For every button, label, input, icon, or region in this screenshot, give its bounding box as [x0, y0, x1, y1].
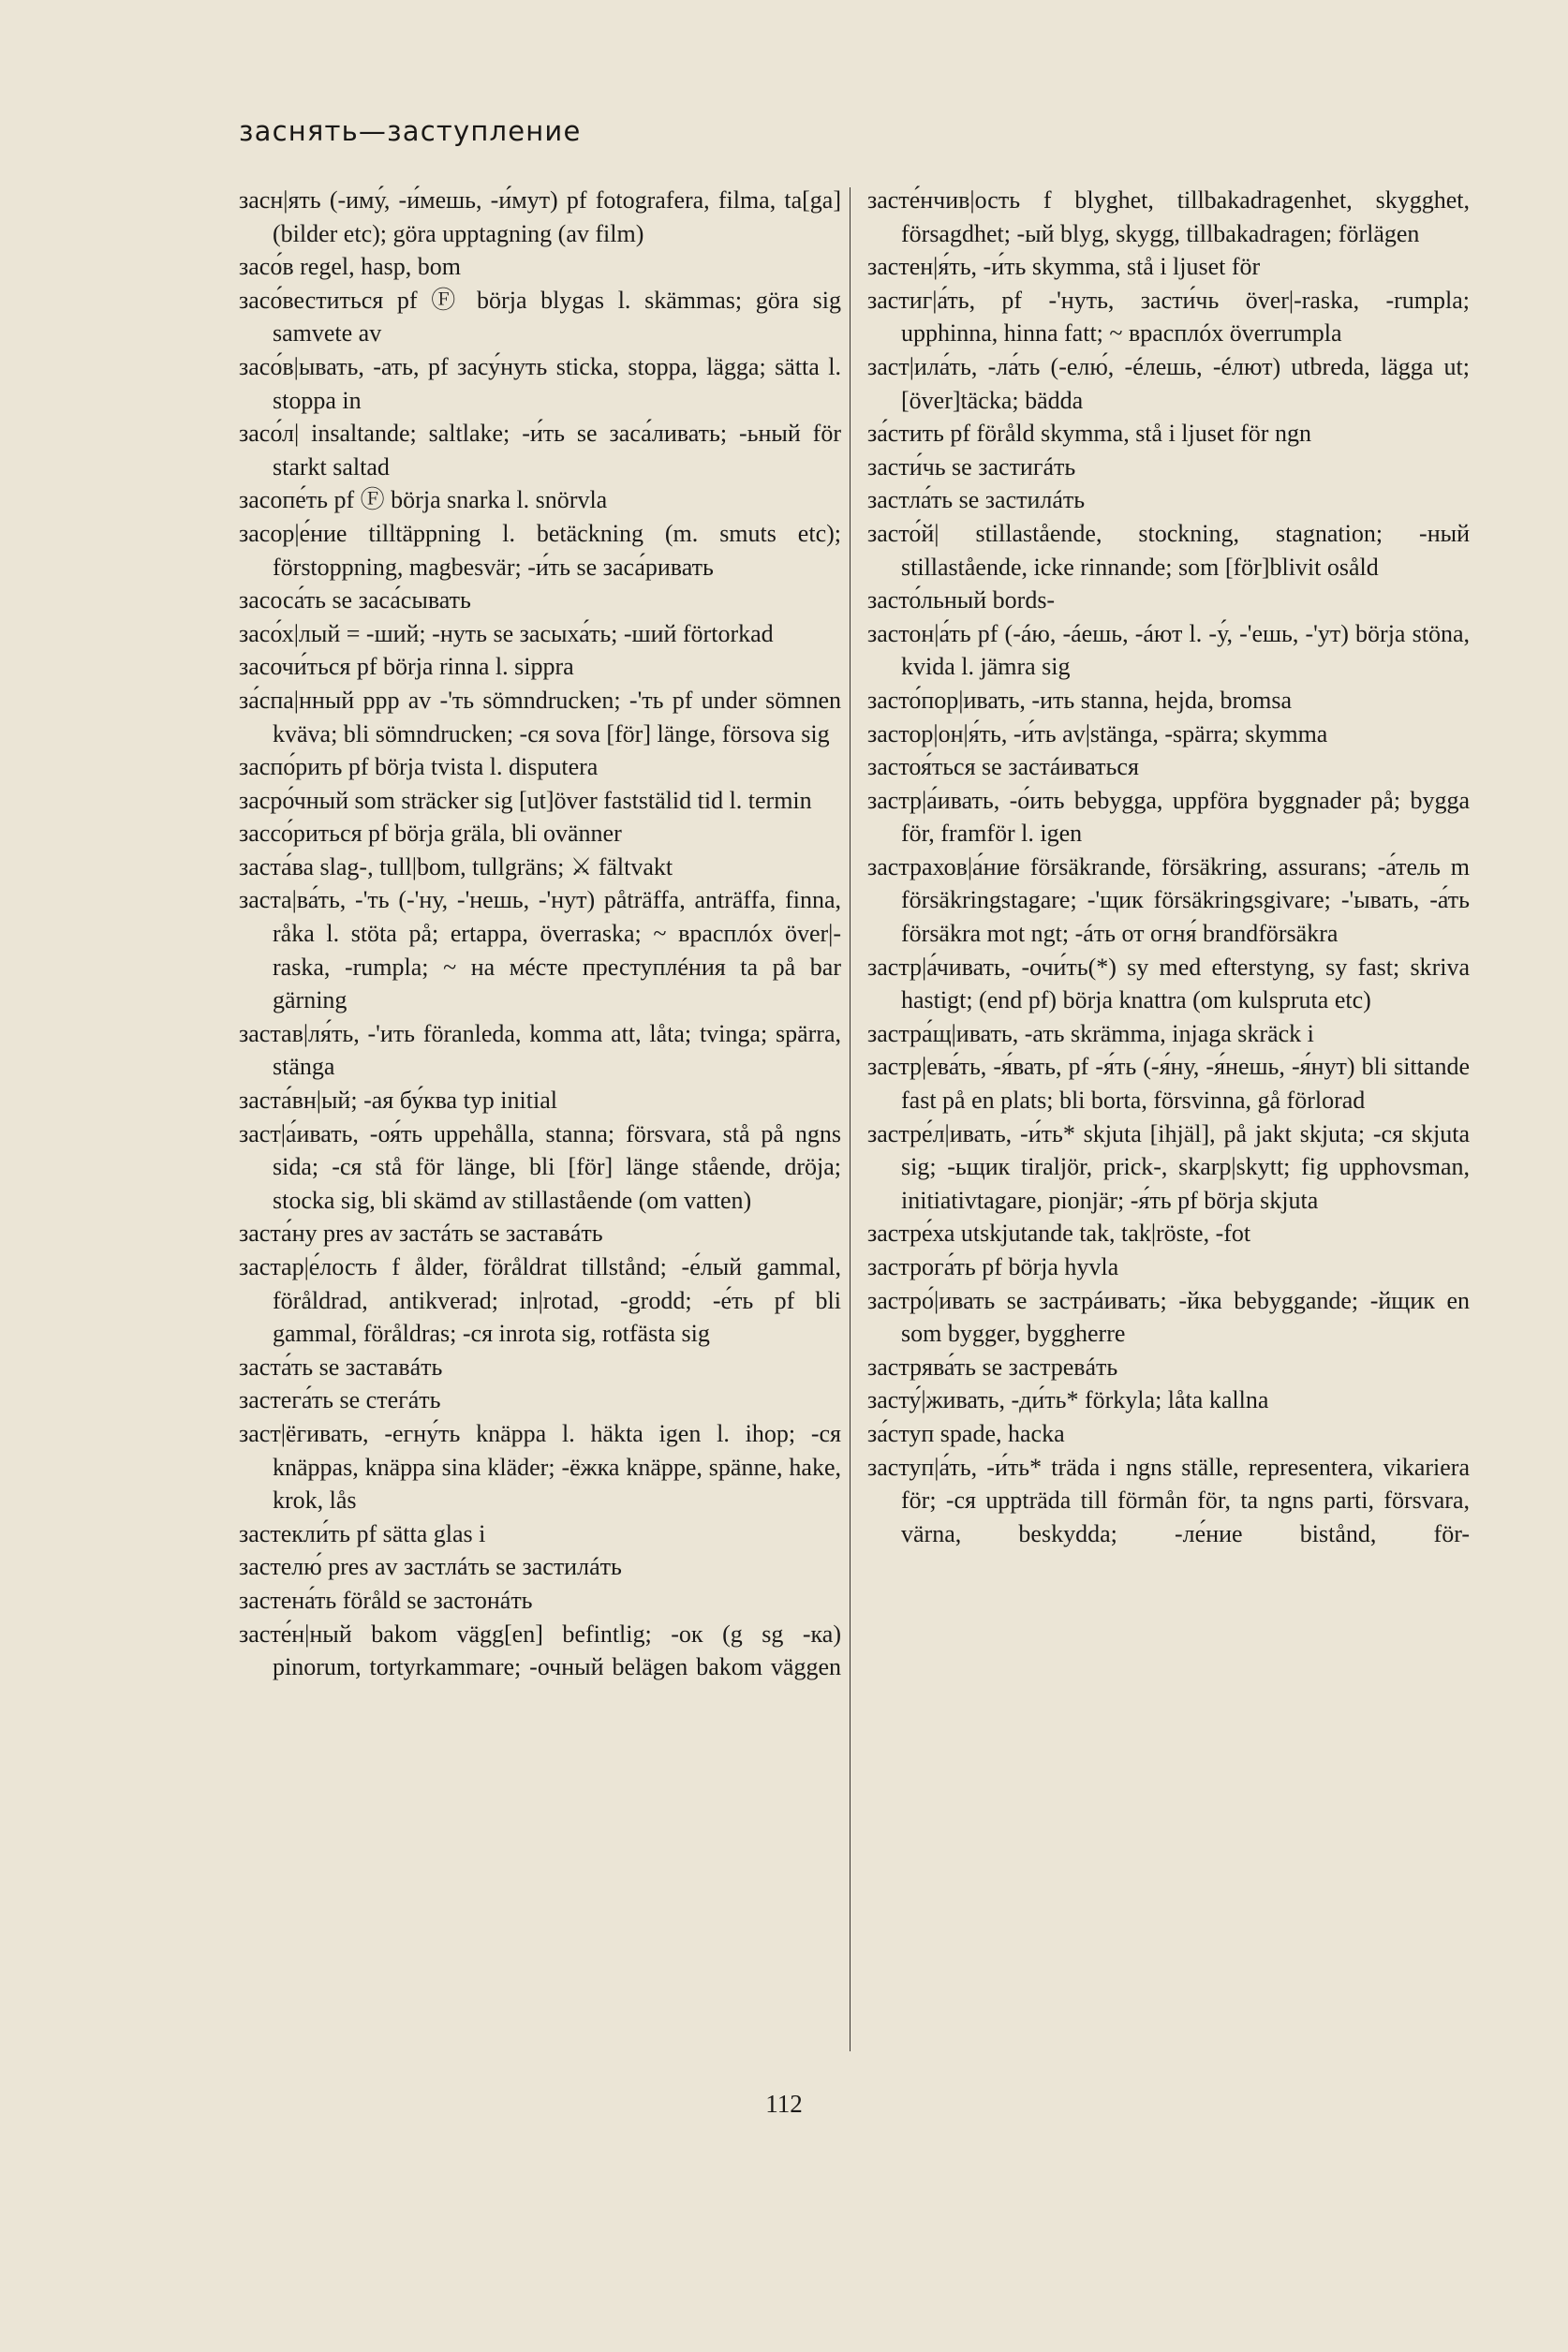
- dictionary-entry: заста|ва́ть, -'ть (-'ну, -'нешь, -'нут) påträffa, anträffa, finna, råka l. stöta på; ertappa, överraska; ~ врасплóх över|-raska, -rumpla; ~ на мéсте преступлéния ta på bar gärning: [239, 886, 841, 1014]
- dictionary-entry: засоса́ть se заса́сывать: [239, 586, 471, 614]
- dictionary-entry: засте́нчив|ость f blyghet, tillbakadragenhet, skygghet, försagdhet; -ый blyg, skygg, tillbakadragen; förlägen: [867, 186, 1470, 247]
- dictionary-entry: засочи́ться pf börja rinna l. sippra: [239, 653, 574, 681]
- dictionary-entry: засо́в regel, hasp, bom: [239, 253, 461, 281]
- dictionary-entry: застре́л|ивать, -и́ть* skjuta [ihjäl], på jakt skjuta; -ся skjuta sig; -ьщик tiraljör, prick-, skarp|skytt; fig upphovsman, initiativtagare, pionjär; -я́ть pf börja skjuta: [867, 1119, 1470, 1214]
- dictionary-entry: заста́ва slag-, tull|bom, tullgräns; ⚔ fältvakt: [239, 852, 673, 880]
- dictionary-entry: застр|ева́ть, -я́вать, pf -я́ть (-я́ну, -я́нешь, -я́нут) bli sittande fast på en plats; bli borta, försvinna, gå förlorad: [867, 1053, 1470, 1115]
- dictionary-entry: заста́ть se заставáть: [239, 1353, 443, 1381]
- dictionary-entry: застор|он|я́ть, -и́ть av|stänga, -spärra; skymma: [867, 719, 1328, 747]
- dictionary-entry: заста́ну pres av застáть se заставáть: [239, 1220, 603, 1248]
- dictionary-entry: засо́х|лый = -ший; -нуть se засыха́ть; -ший förtorkad: [239, 619, 774, 647]
- dictionary-entry: заст|а́ивать, -оя́ть uppehålla, stanna; försvara, stå på ngns sida; -ся stå för länge, bli [för] länge stående, dröja; stocka sig, bli skämd av stillastående (om vatten): [239, 1119, 841, 1214]
- dictionary-entry: за́ступ spade, hacka: [867, 1419, 1065, 1447]
- dictionary-entry: застрява́ть se застревáть: [867, 1353, 1118, 1381]
- dictionary-entry: застро́|ивать se застрáивать; -йка bebyggande; -йщик en som bygger, byggherre: [867, 1286, 1470, 1348]
- dictionary-entry: застр|а́чивать, -очи́ть(*) sy med efterstyng, sy fast; skriva hastigt; (end pf) börja knattra (om kulspruta etc): [867, 953, 1470, 1014]
- dictionary-entry: застре́ха utskjutande tak, tak|röste, -fot: [867, 1220, 1251, 1248]
- dictionary-entry: засо́л| insaltande; saltlake; -и́ть se заса́ливать; -ьный för starkt saltad: [239, 420, 841, 481]
- dictionary-entry: застекли́ть pf sätta glas i: [239, 1519, 486, 1547]
- dictionary-entry: застелю́ pres av застлáть se застилáть: [239, 1553, 622, 1581]
- dictionary-entry: застега́ть se стегáть: [239, 1386, 441, 1414]
- dictionary-entry: засо́веститься pf Ⓕ börja blygas l. skämmas; göra sig samvete av: [239, 286, 841, 348]
- dictionary-entry: за́стить pf föråld skymma, stå i ljuset för ngn: [867, 420, 1311, 448]
- dictionary-entry: засн|ять (-иму́, -и́мешь, -и́мут) pf fotografera, filma, ta[ga] (bilder etc); göra upptagning (av film): [239, 186, 841, 247]
- dictionary-entry: застена́ть föråld se застонáть: [239, 1586, 533, 1614]
- dictionary-entry: застр|а́ивать, -о́ить bebygga, uppföra byggnader på; bygga för, framför l. igen: [867, 786, 1470, 848]
- right-column: [867, 184, 1470, 1550]
- column-divider: [850, 187, 851, 2051]
- dictionary-entry: зассо́риться pf börja gräla, bli ovänner: [239, 820, 622, 848]
- dictionary-entry: застрахов|а́ние försäkrande, försäkring, assurans; -а́тель m försäkringstagare; -'щик försäkringsgivare; -'ывать, -а́ть försäkra mot ngt; -áть от огня́ brandförsäkra: [867, 852, 1470, 948]
- page-number: 112: [765, 2090, 803, 2118]
- left-column: [239, 184, 841, 1684]
- dictionary-entry: застон|а́ть pf (-áю, -áешь, -áют l. -у́, -'ешь, -'ут) börja stöna, kvida l. jämra sig: [867, 619, 1470, 681]
- dictionary-entry: застен|я́ть, -и́ть skymma, stå i ljuset för: [867, 253, 1261, 281]
- dictionary-entry: заст|ёгивать, -егну́ть knäppa l. häkta igen l. ihop; -ся knäppas, knäppa sina kläder; -ёжка knäppe, spänne, hake, krok, lås: [239, 1419, 841, 1515]
- dictionary-entry: засо́в|ывать, -ать, pf засу́нуть sticka, stoppa, lägga; sätta l. stoppa in: [239, 352, 841, 414]
- dictionary-entry: засту́|живать, -ди́ть* förkyla; låta kallna: [867, 1386, 1269, 1414]
- dictionary-entry: засро́чный som sträcker sig [ut]över faststälid tid l. termin: [239, 786, 812, 814]
- dictionary-entry: за́спа|нный ppp av -'ть sömndrucken; -'ть pf under sömnen kväva; bli sömndrucken; -ся sova [för] länge, försova sig: [239, 686, 841, 747]
- dictionary-entry: засте́н|ный bakom vägg[en] befintlig; -ок (g sg -ка) pinorum, tortyrkammare; -очный belägen bakom väggen: [239, 1620, 841, 1681]
- running-head: заснять—заступление: [239, 115, 582, 147]
- dictionary-entry: заста́вн|ый; -ая бу́ква typ initial: [239, 1087, 557, 1115]
- dictionary-entry: застрога́ть pf börja hyvla: [867, 1253, 1119, 1280]
- dictionary-entry: засор|е́ние tilltäppning l. betäckning (m. smuts etc); förstoppning, magbesvär; -и́ть se заса́ривать: [239, 519, 841, 581]
- dictionary-entry: заступ|а́ть, -и́ть* träda i ngns ställe, representera, vikariera för; -ся uppträda till förmån för, ta ngns parti, försvara, värna, beskydda; -ле́ние bistånd, för-: [867, 1453, 1470, 1547]
- dictionary-entry: засти́чь se застигáть: [867, 452, 1076, 481]
- dictionary-entry: засто́пор|ивать, -ить stanna, hejda, bromsa: [867, 686, 1292, 714]
- dictionary-entry: заспо́рить pf börja tvista l. disputera: [239, 753, 599, 781]
- dictionary-entry: застиг|а́ть, pf -'нуть, засти́чь över|-raska, -rumpla; upphinna, hinna fatt; ~ врасплóх överrumpla: [867, 286, 1470, 348]
- dictionary-entry: застра́щ|ивать, -ать skrämma, injaga skräck i: [867, 1019, 1314, 1047]
- dictionary-entry: застла́ть se застилáть: [867, 486, 1086, 514]
- dictionary-entry: застоя́ться se застáиваться: [867, 753, 1139, 781]
- dictionary-entry: засопе́ть pf Ⓕ börja snarka l. snörvla: [239, 486, 608, 514]
- dictionary-entry: заст|ила́ть, -ла́ть (-елю́, -éлешь, -éлют) utbreda, lägga ut; [över]täcka; bädda: [867, 352, 1470, 414]
- dictionary-entry: застар|е́лость f ålder, föråldrat tillstånd; -е́лый gammal, föråldrad, antikverad; in|rotad, -grodd; -е́ть pf bli gammal, föråldras; -ся inrota sig, rotfästa sig: [239, 1253, 841, 1348]
- dictionary-entry: застав|ля́ть, -'ить föranleda, komma att, låta; tvinga; spärra, stänga: [239, 1019, 841, 1081]
- dictionary-entry: засто́льный bords-: [867, 586, 1056, 614]
- dictionary-entry: засто́й| stillastående, stockning, stagnation; -ный stillastående, icke rinnande; som [för]blivit osåld: [867, 519, 1470, 581]
